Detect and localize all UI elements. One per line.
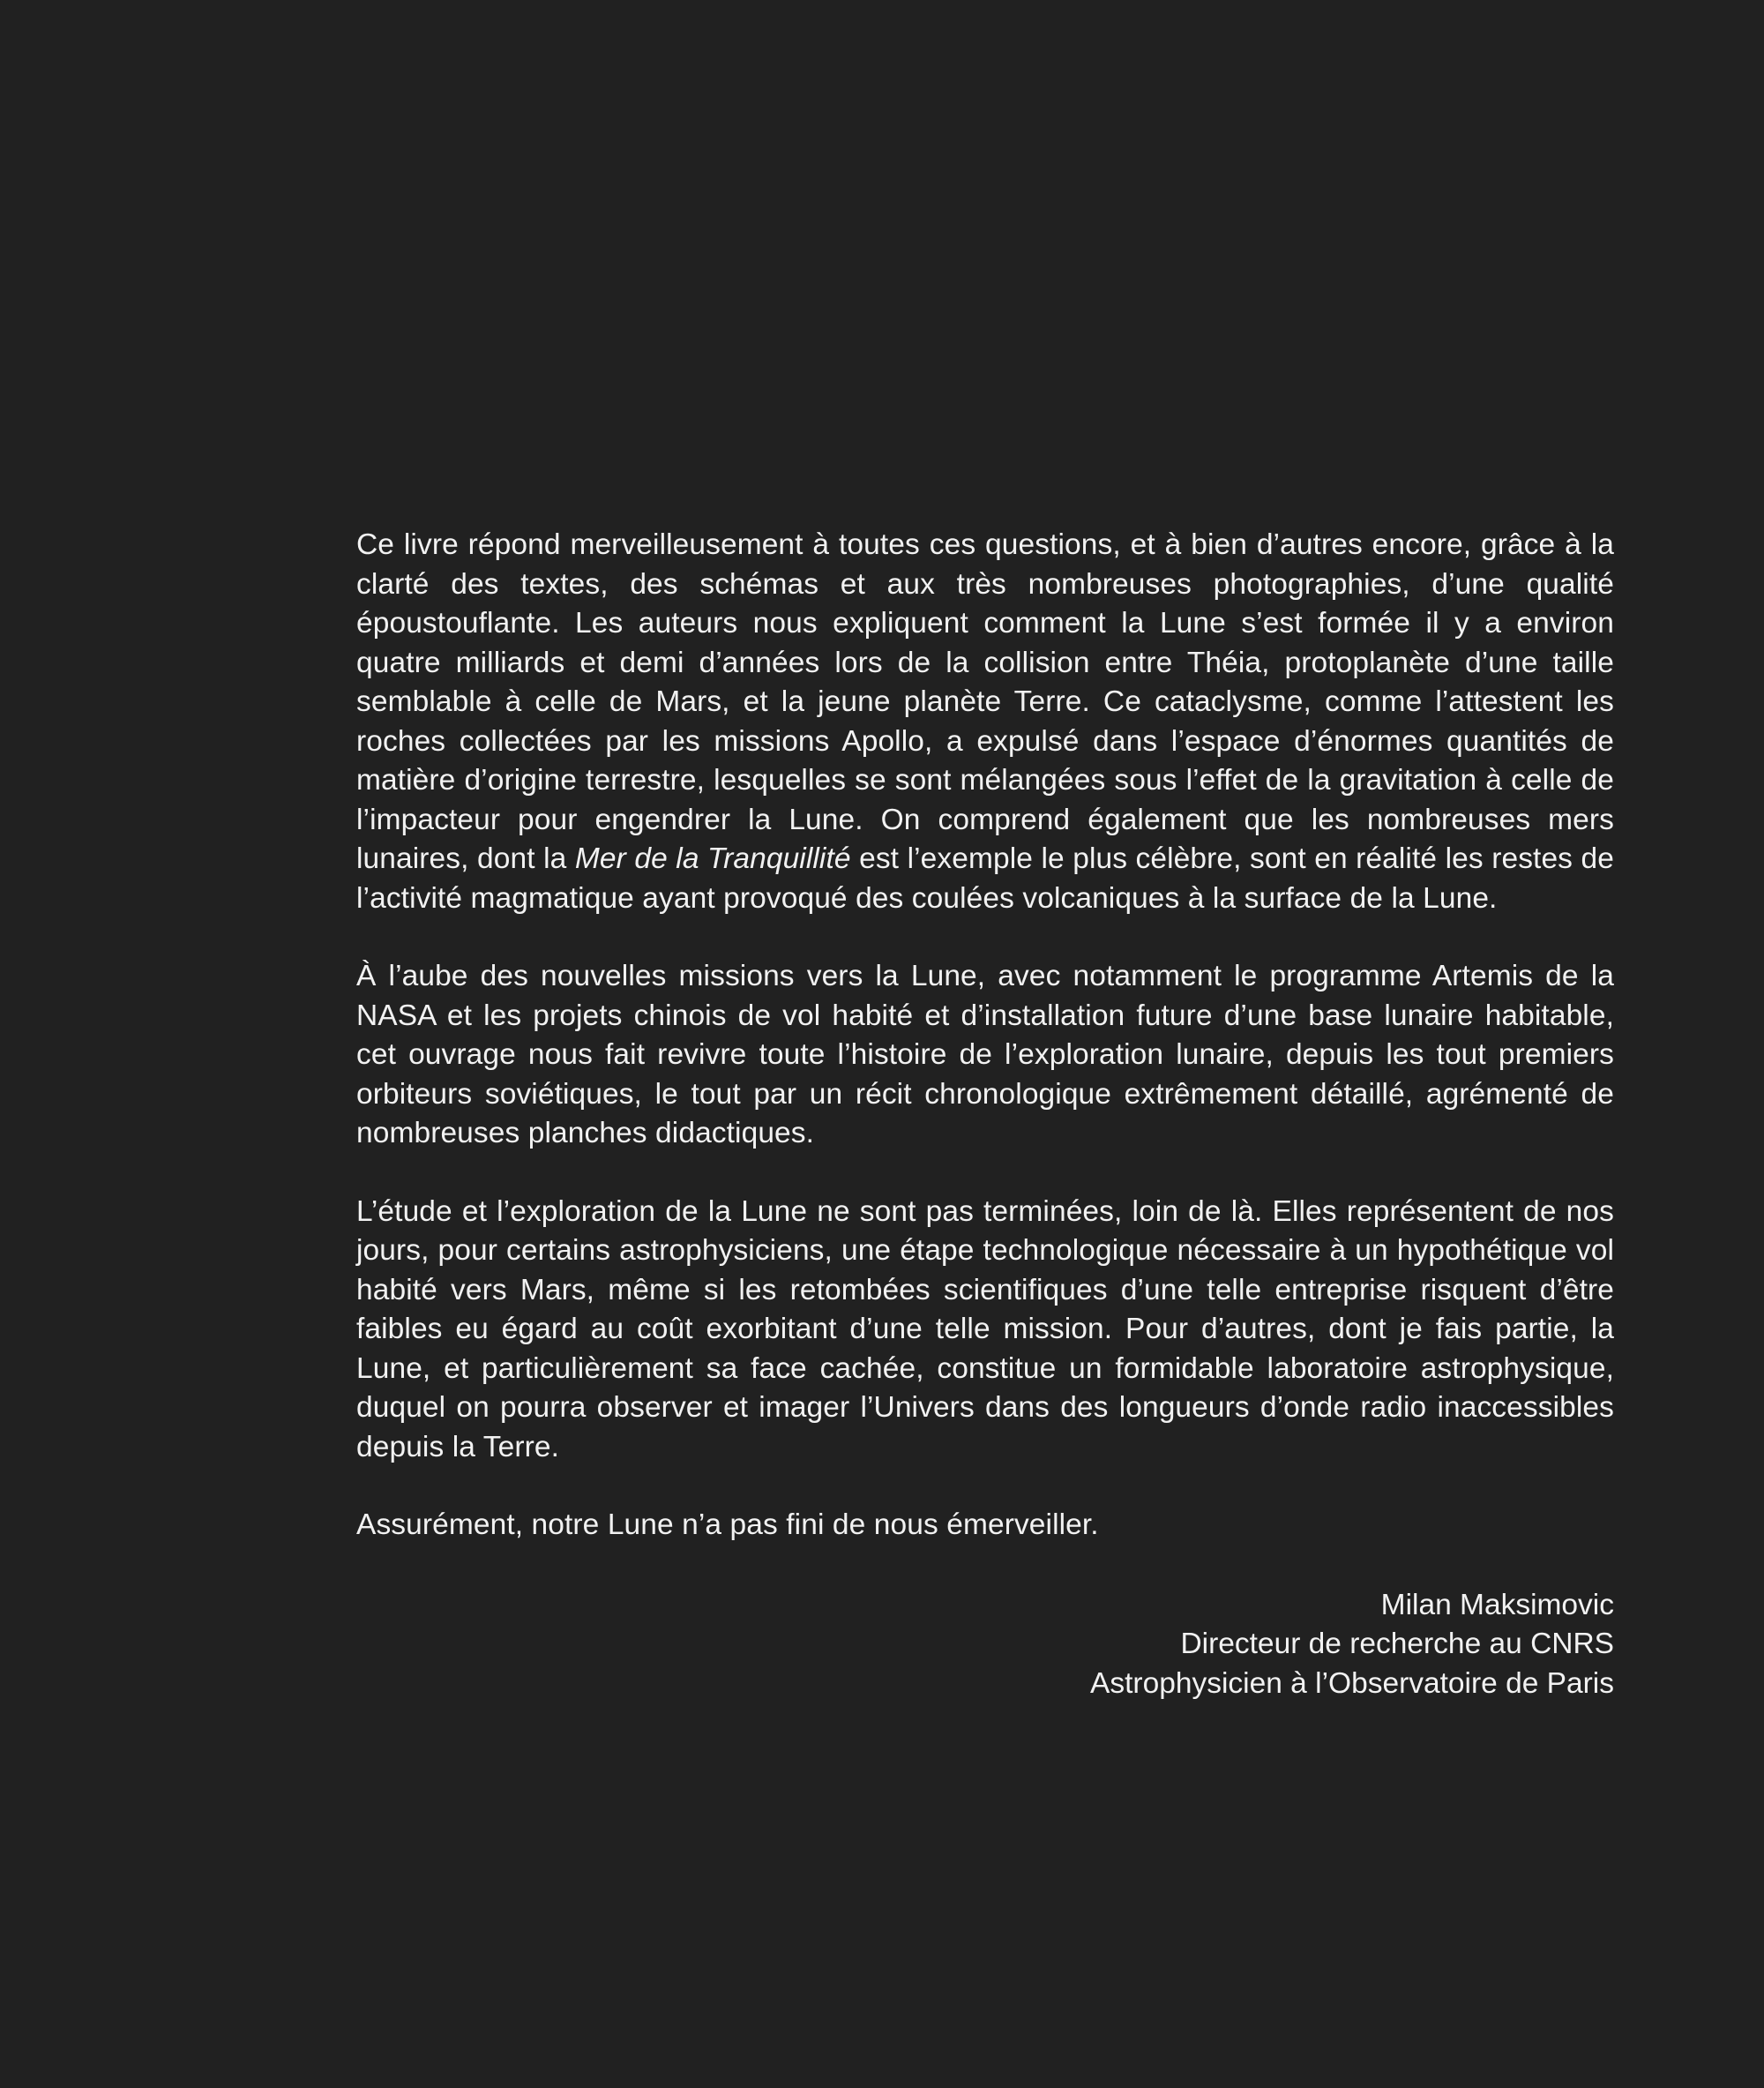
signature-affiliation: Astrophysicien à l’Observatoire de Paris: [1090, 1666, 1614, 1700]
paragraph-3: L’étude et l’exploration de la Lune ne sont pas terminées, loin de là. Elles représentent de nos jours, pour certains astrophysiciens, une étape technologique nécessaire à un hypothétique vol habité vers Mars, même si les retombées scientifiques d’une telle entreprise risquent d’être faibles eu égard au coût exorbitant d’une telle mission. Pour d’autres, dont je fais partie, la Lune, et particulièrement sa face cachée, constitue un formidable laboratoire astrophysique, duquel on pourra observer et imager l’Univers dans des longueurs d’onde radio inaccessibles depuis la Terre.: [356, 1194, 1614, 1463]
paragraph-4: Assurément, notre Lune n’a pas fini de nous émerveiller.: [356, 1508, 1099, 1541]
signature-title: Directeur de recherche au CNRS: [1180, 1628, 1614, 1660]
signature-block: [356, 1586, 1614, 1704]
paragraph-1-italic-text: Mer de la Tranquillité: [574, 842, 851, 875]
paragraph-1-text-b: est l’exemple le plus célèbre, sont en réalité les restes de l’activité magmatique ayant provoqué des coulées volcaniques à la surface de la Lune.: [356, 842, 1614, 915]
paragraph-2: À l’aube des nouvelles missions vers la Lune, avec notamment le programme Artemis de la NASA et les projets chinois de vol habité et d’installation future d’une base lunaire habitable, cet ouvrage nous fait revivre toute l’histoire de l’exploration lunaire, depuis les tout premiers orbiteurs soviétiques, le tout par un récit chronologique extrêmement détaillé, agrémenté de nombreuses planches didactiques.: [356, 960, 1614, 1149]
text-block: [356, 526, 1614, 1703]
signature-name: Milan Maksimovic: [1380, 1588, 1614, 1621]
paragraph-1: [356, 526, 1614, 918]
paragraph-1-text-a: Ce livre répond merveilleusement à toutes ces questions, et à bien d’autres encore, grâce à la clarté des textes, des schémas et aux très nombreuses photographies, d’une qualité époustouflante. Les auteurs nous expliquent comment la Lune s’est formée il y a environ quatre milliards et demi d’années lors de la collision entre Théia, protoplanète d’une taille semblable à celle de Mars, et la jeune planète Terre. Ce cataclysme, comme l’attestent les roches collectées par les missions Apollo, a expulsé dans l’espace d’énormes quantités de matière d’origine terrestre, lesquelles se sont mélangées sous l’effet de la gravitation à celle de l’impacteur pour engendrer la Lune. On comprend également que les nombreuses mers lunaires, dont la: [356, 528, 1614, 875]
